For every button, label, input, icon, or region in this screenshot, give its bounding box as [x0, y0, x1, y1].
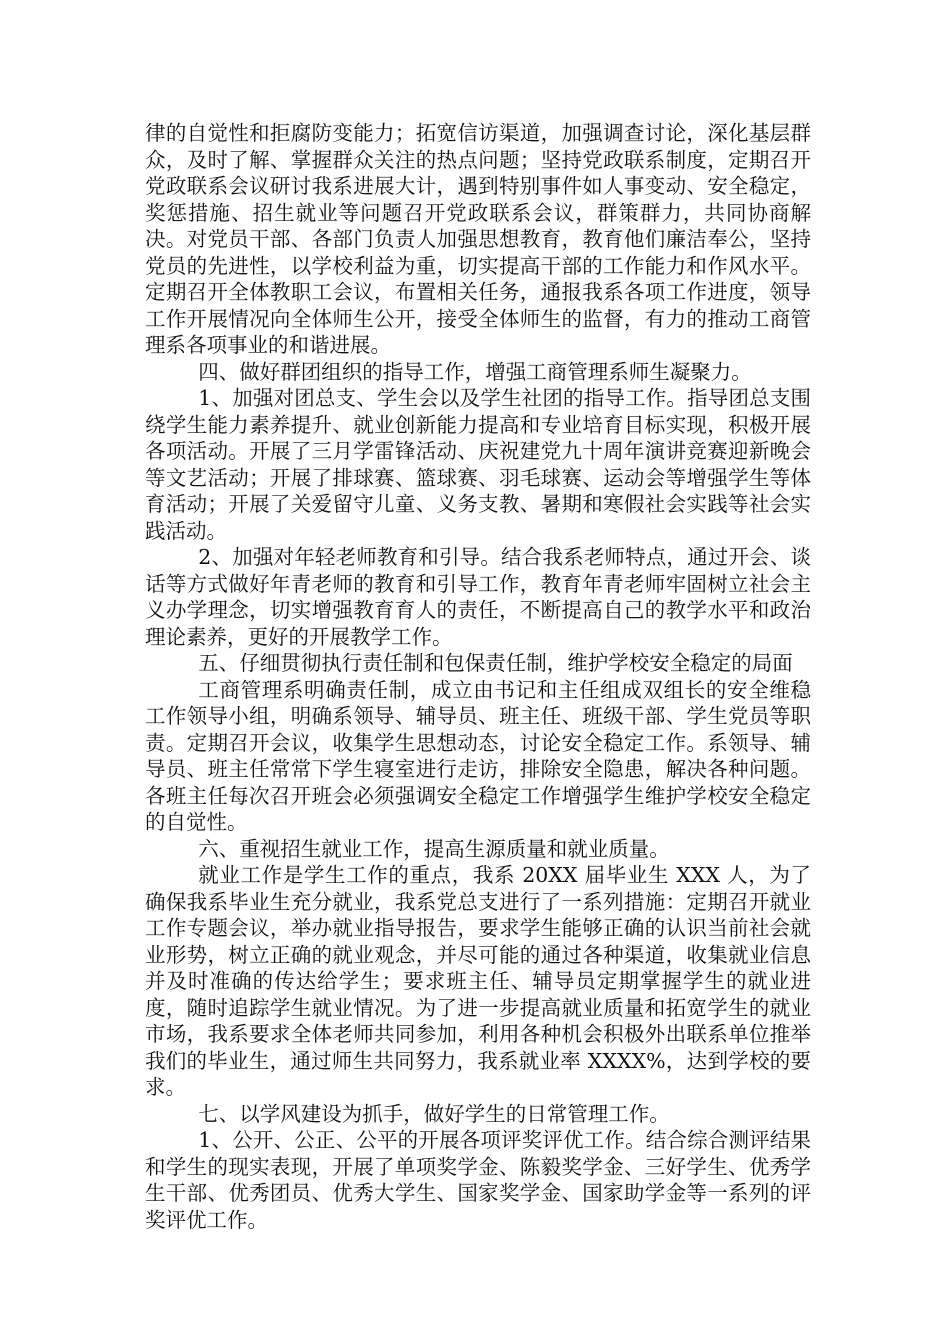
section-heading: 六、重视招生就业工作，提高生源质量和就业质量。	[198, 836, 670, 861]
paragraph: 就业工作是学生工作的重点，我系 20XX 届毕业生 XXX 人，为了确保我系毕业生充分就业，我系党总支进行了一系列措施：定期召开就业工作专题会议，举办就业指导报告，要求学生能够正确的认识当前社会就业形势，树立正确的就业观念，并尽可能的通过各种渠道，收集就业信息并及时准确的传达给学生；要求班主任、辅导员定期掌握学生的就业进度，随时追踪学生就业情况。为了进一步提高就业质量和拓宽学生的就业市场，我系要求全体老师共同参加，利用各种机会积极外出联系单位推举我们的毕业生，通过师生共同努力，我系就业率 XXXX%，达到学校的要求。	[145, 863, 811, 1099]
paragraph: 1、加强对团总支、学生会以及学生社团的指导工作。指导团总支围绕学生能力素养提升、就业创新能力提高和专业培育目标实现，积极开展各项活动。开展了三月学雷锋活动、庆祝建党九十周年演讲竞赛迎新晚会等文艺活动；开展了排球赛、篮球赛、羽毛球赛、运动会等增强学生等体育活动；开展了关爱留守儿童、义务支教、暑期和寒假社会实践等社会实践活动。	[145, 386, 811, 543]
paragraph: 1、公开、公正、公平的开展各项评奖评优工作。结合综合测评结果和学生的现实表现，开展了单项奖学金、陈毅奖学金、三好学生、优秀学生干部、优秀团员、优秀大学生、国家奖学金、国家助学金等一系列的评奖评优工作。	[145, 1128, 811, 1232]
paragraph: 工商管理系明确责任制，成立由书记和主任组成双组长的安全维稳工作领导小组，明确系领导、辅导员、班主任、班级干部、学生党员等职责。定期召开会议，收集学生思想动态，讨论安全稳定工作。系领导、辅导员、班主任常常下学生寝室进行走访，排除安全隐患，解决各种问题。各班主任每次召开班会必须强调安全稳定工作增强学生维护学校安全稳定的自觉性。	[145, 677, 811, 834]
paragraph: 律的自觉性和拒腐防变能力；拓宽信访渠道，加强调查讨论，深化基层群众，及时了解、掌握群众关注的热点问题；坚持党政联系制度，定期召开党政联系会议研讨我系进展大计，遇到特别事件如人事变动、安全稳定，奖惩措施、招生就业等问题召开党政联系会议，群策群力，共同协商解决。对党员干部、各部门负责人加强思想教育，教育他们廉洁奉公，坚持党员的先进性，以学校利益为重，切实提高干部的工作能力和作风水平。定期召开全体教职工会议，布置相关任务，通报我系各项工作进度，领导工作开展情况向全体师生公开，接受全体师生的监督，有力的推动工商管理系各项事业的和谐进展。	[145, 121, 811, 357]
section-heading: 四、做好群团组织的指导工作，增强工商管理系师生凝聚力。	[198, 359, 752, 384]
section-heading: 五、仔细贯彻执行责任制和包保责任制，维护学校安全稳定的局面	[198, 651, 793, 675]
document-body	[145, 120, 811, 1233]
paragraph: 2、加强对年轻老师教育和引导。结合我系老师特点，通过开会、谈话等方式做好年青老师的教育和引导工作，教育年青老师牢固树立社会主义办学理念，切实增强教育育人的责任，不断提高自己的教学水平和政治理论素养，更好的开展教学工作。	[145, 545, 811, 649]
section-heading: 七、以学风建设为抓手，做好学生的日常管理工作。	[198, 1101, 670, 1126]
